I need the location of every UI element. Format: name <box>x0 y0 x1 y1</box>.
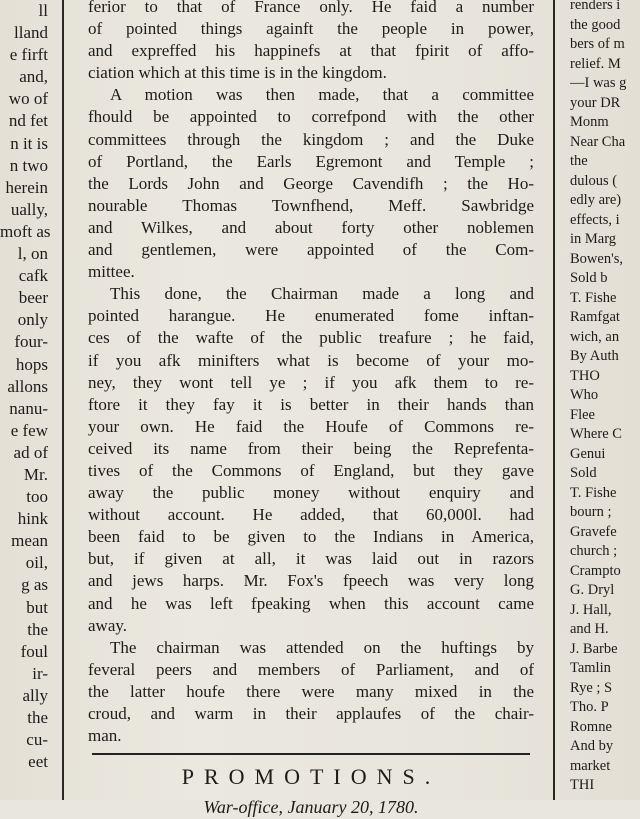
text-line: eet <box>28 752 48 772</box>
text-line: ces of the wafte of the public treafure ; he faid, <box>88 328 534 348</box>
text-line: mean <box>11 531 48 551</box>
text-line: fhould be appointed to correfpond with the other <box>88 107 534 127</box>
text-line: J. Hall, <box>570 601 612 618</box>
text-line: the latter houfe there were many mixed in the <box>88 681 534 701</box>
text-line: in Marg <box>570 231 617 247</box>
text-line: Sold b <box>570 270 608 286</box>
text-line: Tamlin <box>570 660 611 676</box>
column-rule-right <box>553 0 555 800</box>
text-line: mittee. <box>88 262 135 282</box>
text-line: Mr. <box>23 464 48 484</box>
text-line: G. Dryl <box>570 582 615 598</box>
text-line: lland <box>14 23 48 43</box>
text-line: e firft <box>9 45 48 65</box>
text-line: ir- <box>32 663 48 683</box>
text-line: and gentlemen, were appointed of the Com- <box>88 240 534 260</box>
text-line: herein <box>5 177 48 197</box>
text-line: The chairman was attended on the huftings by <box>110 637 534 657</box>
text-line: and expreffed his happinefs at that fpirit of affo- <box>88 41 534 61</box>
text-line: ney, they wont tell ye ; if you afk them to re- <box>88 372 534 392</box>
text-line: This done, the Chairman made a long and <box>110 284 534 304</box>
text-line: n two <box>9 155 48 175</box>
text-line: nanu- <box>9 398 48 418</box>
text-line: Ramfgat <box>570 309 620 325</box>
text-line: your own. He faid the Houfe of Commons re- <box>88 416 534 436</box>
text-line: the good <box>570 16 621 33</box>
text-line: Bowen's, <box>570 250 623 267</box>
text-line: And by <box>570 738 614 754</box>
text-line: ad of <box>13 442 48 462</box>
text-line: T. Fishe <box>570 289 617 306</box>
text-line: relief. M <box>570 55 621 72</box>
text-line: Tho. P <box>570 699 609 715</box>
text-line: bers of m <box>570 36 625 52</box>
text-line: Gravefe <box>570 523 617 540</box>
text-line: allons <box>7 376 48 396</box>
text-line: renders i <box>570 0 621 13</box>
text-line: and, <box>19 67 48 87</box>
right-column <box>570 0 640 796</box>
text-line: cafk <box>18 266 48 286</box>
text-line: J. Barbe <box>570 640 618 657</box>
text-line: croud, and warm in their applaufes of the chair- <box>88 704 534 723</box>
text-line: away. <box>88 615 128 635</box>
text-line: cu- <box>26 730 48 750</box>
text-line: Genui <box>570 445 606 462</box>
text-line: pointed harangue. He enumerated fome inftan- <box>88 306 534 326</box>
text-line: your DR <box>570 94 621 111</box>
text-line: market <box>570 757 611 774</box>
text-line: and H. <box>570 621 609 637</box>
text-line: e few <box>10 420 48 440</box>
text-line: l, on <box>17 244 48 264</box>
text-line: but <box>26 597 48 617</box>
text-line: By Auth <box>570 348 619 364</box>
text-line: of pointed things againft the people in power, <box>88 19 534 39</box>
text-line: if you afk minifters what is become of your mo- <box>88 350 534 370</box>
text-line: A motion was then made, that a committee <box>110 85 534 105</box>
article-paragraph <box>88 637 534 747</box>
text-line: wo of <box>8 89 48 109</box>
text-line: and jews harps. Mr. Fox's fpeech was very long <box>88 571 534 591</box>
text-line: moft as <box>0 221 51 241</box>
text-line: beer <box>18 288 48 308</box>
text-line: ually, <box>10 199 48 219</box>
text-line: Who <box>570 387 599 403</box>
text-line: been faid to be given to the Indians in America, <box>88 527 534 547</box>
text-line: the Lords John and George Cavendifh ; the Ho- <box>88 173 534 193</box>
text-line: Flee <box>570 406 595 423</box>
text-line: dulous ( <box>570 172 618 189</box>
text-line: church ; <box>570 543 618 559</box>
section-divider <box>92 753 530 755</box>
text-line: ferior to that of France only. He faid a number <box>88 0 534 16</box>
text-line: Where C <box>570 426 622 442</box>
text-line: —I was g <box>570 75 627 91</box>
text-line: T. Fishe <box>570 484 617 501</box>
text-line: committees through the kingdom ; and the Duke <box>88 129 534 149</box>
column-rule-left <box>62 0 64 800</box>
text-line: hink <box>17 509 48 529</box>
text-line: away the public money without enquiry and <box>88 483 534 503</box>
text-line: Near Cha <box>570 133 626 150</box>
text-line: Monm <box>570 114 609 130</box>
text-line: man. <box>88 726 122 746</box>
text-line: ceived its name from their being the Reprefenta- <box>88 438 534 458</box>
text-line: only <box>17 310 48 330</box>
text-line: and he was left fpeaking when this account came <box>88 593 534 613</box>
text-line: too <box>26 487 48 507</box>
text-line: the <box>27 619 48 639</box>
section-subheading: War-office, January 20, 1780. <box>203 797 419 818</box>
article-paragraph <box>88 283 534 637</box>
text-line: feveral peers and members of Parliament, and of <box>88 659 534 679</box>
text-line: of Portland, the Earls Egremont and Temple ; <box>88 151 534 171</box>
text-line: THI <box>570 777 595 793</box>
text-line: hops <box>15 354 48 374</box>
text-line: four- <box>14 332 48 352</box>
text-line: n it is <box>10 133 48 153</box>
text-line: THO <box>570 367 600 384</box>
text-line: foul <box>20 641 48 661</box>
text-line: nourable Thomas Townfhend, Meff. Sawbridge <box>88 195 534 215</box>
text-line: ftore it they fay it is better in their hands than <box>88 394 534 414</box>
text-line: nd fet <box>8 111 48 131</box>
section-heading: PROMOTIONS. <box>181 764 441 790</box>
text-line: wich, an <box>570 328 620 345</box>
main-article <box>88 0 534 819</box>
text-line: and Wilkes, and about forty other noblemen <box>88 217 534 237</box>
text-line: bourn ; <box>570 504 612 520</box>
text-line: ally <box>22 685 48 705</box>
text-line: but, if given at all, it was laid out in razors <box>88 549 534 569</box>
text-line: edly are) <box>570 192 622 208</box>
text-line: the <box>570 153 588 169</box>
text-line: g as <box>21 575 48 595</box>
text-line: oil, <box>25 553 48 573</box>
article-paragraph <box>88 84 534 283</box>
text-line: tives of the Commons of England, but they gave <box>88 460 534 480</box>
text-line: the <box>27 708 48 727</box>
left-column <box>0 0 52 773</box>
text-line: Crampto <box>570 562 621 579</box>
text-line: ciation which at this time is in the kingdom. <box>88 63 387 83</box>
text-line: Rye ; S <box>570 679 613 696</box>
text-line: effects, i <box>570 211 620 228</box>
text-line: Romne <box>570 718 612 735</box>
text-line: without account. He added, that 60,000l. had <box>88 505 534 525</box>
text-line: ll <box>38 1 48 20</box>
article-paragraph <box>88 0 534 84</box>
text-line: Sold <box>570 465 597 481</box>
